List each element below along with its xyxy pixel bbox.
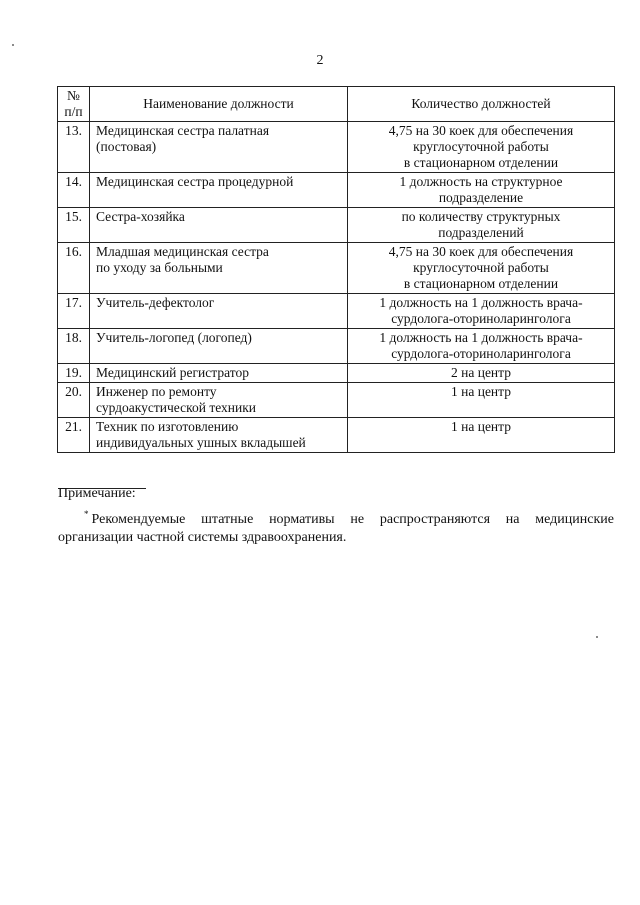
position-count: 4,75 на 30 коек для обеспечения круглосуточной работы в стационарном отделении — [348, 122, 615, 173]
note-text: Рекомендуемые штатные нормативы не распространяются на медицинские организации частной системы здравоохранения. — [58, 512, 614, 545]
position-name: Медицинский регистратор — [90, 364, 348, 383]
table-row — [58, 243, 615, 294]
table-row — [58, 383, 615, 418]
row-number: 15. — [58, 208, 90, 243]
header-position-count: Количество должностей — [348, 87, 615, 122]
position-count: по количеству структурных подразделений — [348, 208, 615, 243]
table-row — [58, 418, 615, 453]
table-row — [58, 364, 615, 383]
row-number: 18. — [58, 329, 90, 364]
scan-speck — [12, 44, 14, 46]
position-name: Медицинская сестра процедурной — [90, 173, 348, 208]
footnote-marker: * — [84, 509, 89, 519]
table-body — [58, 122, 615, 453]
table-header — [58, 87, 615, 122]
row-number: 16. — [58, 243, 90, 294]
position-count: 1 должность на 1 должность врача- сурдолога-оториноларинголога — [348, 294, 615, 329]
row-number: 19. — [58, 364, 90, 383]
position-count: 1 на центр — [348, 383, 615, 418]
position-name: Учитель-дефектолог — [90, 294, 348, 329]
row-number: 14. — [58, 173, 90, 208]
table-row — [58, 294, 615, 329]
table-row — [58, 173, 615, 208]
position-name: Техник по изготовлению индивидуальных ушных вкладышей — [90, 418, 348, 453]
staffing-table — [57, 86, 615, 453]
note-title: Примечание: — [58, 486, 136, 501]
scan-speck — [596, 636, 598, 638]
position-name: Медицинская сестра палатная (постовая) — [90, 122, 348, 173]
position-count: 1 должность на 1 должность врача- сурдолога-оториноларинголога — [348, 329, 615, 364]
position-name: Инженер по ремонту сурдоакустической техники — [90, 383, 348, 418]
position-count: 1 должность на структурное подразделение — [348, 173, 615, 208]
row-number: 13. — [58, 122, 90, 173]
position-count: 4,75 на 30 коек для обеспечения круглосуточной работы в стационарном отделении — [348, 243, 615, 294]
table-row — [58, 329, 615, 364]
position-count: 2 на центр — [348, 364, 615, 383]
row-number: 21. — [58, 418, 90, 453]
row-number: 20. — [58, 383, 90, 418]
table-row — [58, 122, 615, 173]
note-body — [58, 505, 614, 547]
page-number: 2 — [316, 53, 324, 68]
table-row — [58, 208, 615, 243]
position-name: Учитель-логопед (логопед) — [90, 329, 348, 364]
row-number: 17. — [58, 294, 90, 329]
position-name: Младшая медицинская сестра по уходу за больными — [90, 243, 348, 294]
table-header-row — [58, 87, 615, 122]
position-count: 1 на центр — [348, 418, 615, 453]
position-name: Сестра-хозяйка — [90, 208, 348, 243]
header-number: № п/п — [58, 87, 90, 122]
header-position-name: Наименование должности — [90, 87, 348, 122]
